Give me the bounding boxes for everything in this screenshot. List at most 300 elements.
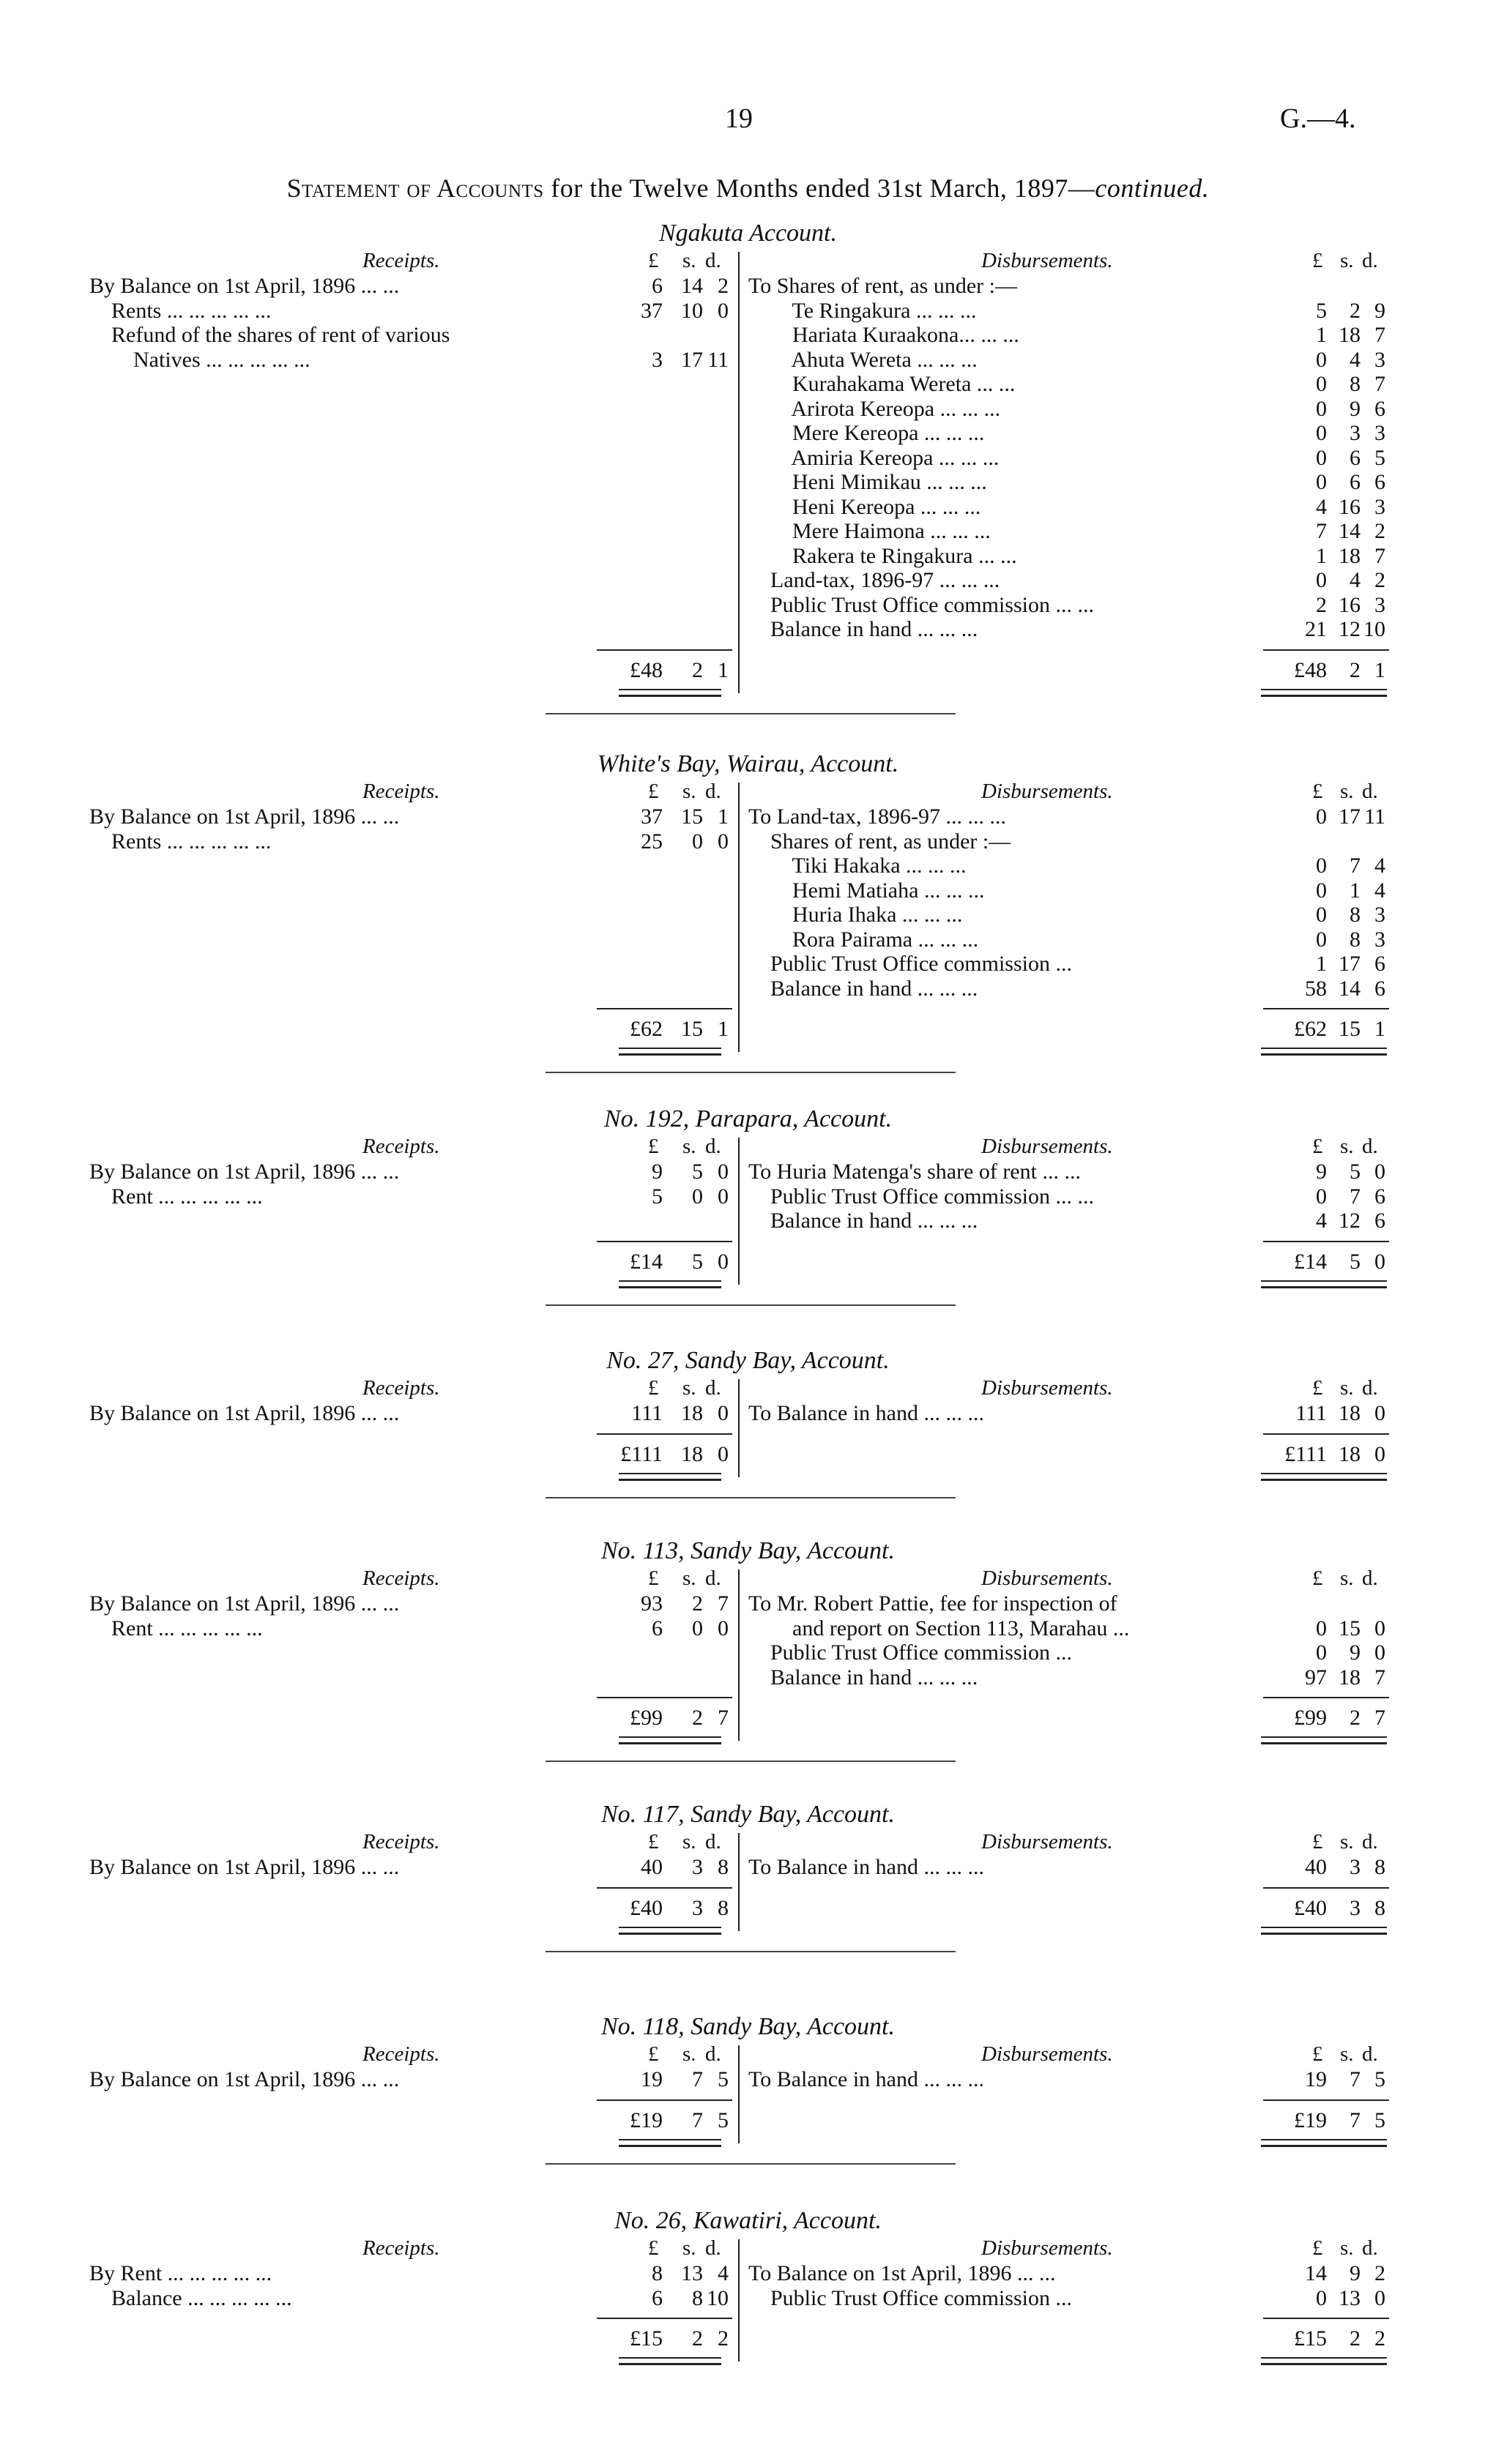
disbursement-amount-pence: 7	[1374, 543, 1385, 568]
disbursement-line: Te Ringakura ... ... ...	[748, 298, 977, 323]
disbursement-amount-pence: 8	[1374, 1855, 1385, 1879]
receipt-amount-shillings: 5	[692, 1160, 703, 1184]
disbursement-line: Public Trust Office commission ... ...	[748, 592, 1094, 617]
receipt-amount-pence: 8	[718, 1855, 729, 1879]
receipt-amount-pounds: 111	[631, 1401, 663, 1425]
receipts-total-double-rule	[619, 1280, 721, 1288]
disbursements-total-pounds: £62	[1294, 1017, 1327, 1041]
disbursement-line: Mere Kereopa ... ... ...	[748, 421, 985, 445]
receipt-amount-pounds: 5	[652, 1184, 663, 1209]
disbursement-amount-shillings: 16	[1339, 592, 1361, 617]
receipts-total-pounds: £99	[630, 1706, 663, 1730]
account-divider	[738, 1379, 740, 1477]
receipts-total-shillings: 2	[692, 2326, 703, 2351]
disbursement-line: Public Trust Office commission ... ...	[748, 1184, 1094, 1209]
account-divider	[738, 2239, 740, 2362]
receipts-total-double-rule	[619, 689, 721, 697]
receipts-total-pounds: £62	[630, 1017, 663, 1041]
disbursement-line: Hemi Matiaha ... ... ...	[748, 878, 985, 903]
disbursement-amount-pounds: 2	[1316, 592, 1327, 617]
receipt-line: By Balance on 1st April, 1896 ... ...	[89, 804, 400, 829]
disbursements-column-d: d.	[1362, 1830, 1378, 1853]
disbursement-amount-shillings: 3	[1350, 1855, 1361, 1879]
disbursement-amount-shillings: 9	[1350, 396, 1361, 421]
receipt-amount-shillings: 10	[681, 298, 703, 323]
receipts-heading: Receipts.	[362, 1567, 440, 1590]
disbursement-amount-pounds: 0	[1316, 903, 1327, 927]
receipts-total-pence: 1	[718, 657, 729, 682]
statement-title-prefix: Statement of Accounts	[286, 173, 544, 203]
receipt-line: By Balance on 1st April, 1896 ... ...	[89, 1160, 400, 1184]
disbursement-amount-pence: 10	[1363, 617, 1385, 641]
receipts-total-double-rule	[619, 1736, 721, 1744]
receipt-amount-pence: 11	[707, 347, 729, 372]
disbursement-line: To Mr. Robert Pattie, fee for inspection of	[748, 1591, 1117, 1616]
receipts-heading: Receipts.	[362, 2236, 440, 2260]
disbursements-total-pounds: £19	[1294, 2108, 1327, 2132]
receipts-column-l: £	[648, 1567, 659, 1590]
statement-title-mid: for the Twelve Months ended 31st March, 1897—	[543, 173, 1095, 203]
disbursements-total-pounds: £111	[1284, 1441, 1327, 1466]
receipts-total-pence: 0	[718, 1441, 729, 1466]
disbursement-amount-pence: 11	[1364, 804, 1385, 829]
disbursement-amount-shillings: 3	[1350, 421, 1361, 445]
disbursement-amount-shillings: 4	[1350, 568, 1361, 592]
disbursement-line: To Balance on 1st April, 1896 ... ...	[748, 2261, 1056, 2285]
receipt-line: By Balance on 1st April, 1896 ... ...	[89, 1401, 400, 1425]
receipts-total-shillings: 18	[681, 1441, 703, 1466]
disbursement-amount-shillings: 14	[1339, 519, 1361, 543]
receipts-column-d: d.	[705, 1135, 721, 1158]
receipt-amount-shillings: 3	[692, 1855, 703, 1879]
receipts-column-d: d.	[705, 1567, 721, 1590]
disbursement-line: Amiria Kereopa ... ... ...	[748, 445, 1000, 470]
receipt-line: By Rent ... ... ... ... ...	[89, 2261, 272, 2285]
disbursements-total-double-rule	[1261, 1280, 1387, 1288]
disbursement-line: Balance in hand ... ... ...	[748, 976, 978, 1001]
disbursements-total-pence: 5	[1374, 2108, 1385, 2132]
receipts-total-pence: 1	[718, 1017, 729, 1041]
receipt-amount-shillings: 18	[681, 1401, 703, 1425]
disbursement-line: Tiki Hakaka ... ... ...	[748, 854, 967, 878]
disbursement-amount-pence: 6	[1374, 952, 1385, 976]
disbursement-amount-pence: 0	[1374, 1616, 1385, 1640]
disbursements-column-s: s.	[1340, 1830, 1354, 1853]
disbursement-line: Huria Ihaka ... ... ...	[748, 903, 963, 927]
receipts-subtotal-rule	[597, 2318, 732, 2319]
account-title: No. 27, Sandy Bay, Account.	[606, 1347, 890, 1374]
receipt-amount-shillings: 2	[692, 1591, 703, 1616]
account-divider	[738, 252, 740, 693]
receipt-line: Rent ... ... ... ... ...	[89, 1184, 263, 1209]
receipts-column-d: d.	[705, 249, 721, 272]
disbursement-amount-pounds: 1	[1316, 952, 1327, 976]
receipt-line: Rents ... ... ... ... ...	[89, 829, 272, 854]
receipts-column-d: d.	[705, 2236, 721, 2260]
disbursements-column-s: s.	[1340, 1567, 1354, 1590]
receipt-amount-shillings: 0	[692, 829, 703, 854]
disbursements-column-s: s.	[1340, 249, 1354, 272]
receipts-column-s: s.	[682, 249, 696, 272]
receipts-column-d: d.	[705, 1830, 721, 1853]
disbursement-amount-pounds: 0	[1316, 568, 1327, 592]
account-divider	[738, 1569, 740, 1741]
receipts-total-shillings: 15	[681, 1017, 703, 1041]
receipt-line: Balance ... ... ... ... ...	[89, 2285, 292, 2310]
account-divider	[738, 783, 740, 1052]
disbursement-line: Kurahakama Wereta ... ...	[748, 372, 1016, 396]
disbursement-line: Arirota Kereopa ... ... ...	[748, 396, 1001, 421]
disbursements-subtotal-rule	[1263, 1887, 1389, 1889]
receipts-column-d: d.	[705, 780, 721, 803]
receipt-amount-shillings: 0	[692, 1184, 703, 1209]
receipts-subtotal-rule	[597, 1008, 732, 1009]
disbursements-heading: Disbursements.	[981, 249, 1113, 272]
disbursement-amount-pounds: 0	[1316, 927, 1327, 952]
receipt-amount-pence: 0	[718, 1616, 729, 1640]
receipts-total-double-rule	[619, 1048, 721, 1056]
receipt-amount-pence: 1	[718, 804, 729, 829]
disbursements-total-pounds: £15	[1294, 2326, 1327, 2351]
disbursement-amount-shillings: 18	[1339, 323, 1361, 347]
disbursement-line: To Land-tax, 1896-97 ... ... ...	[748, 804, 1007, 829]
disbursements-total-pence: 0	[1374, 1441, 1385, 1466]
disbursement-amount-pounds: 58	[1305, 976, 1327, 1001]
account-title: No. 113, Sandy Bay, Account.	[600, 1537, 895, 1564]
disbursements-column-d: d.	[1362, 1135, 1378, 1158]
account-title: White's Bay, Wairau, Account.	[597, 750, 899, 777]
disbursements-total-pence: 7	[1374, 1706, 1385, 1730]
disbursement-amount-pounds: 14	[1305, 2261, 1327, 2285]
disbursement-line: Mere Haimona ... ... ...	[748, 519, 991, 543]
disbursements-total-double-rule	[1261, 689, 1387, 697]
disbursement-line: Shares of rent, as under :—	[748, 829, 1011, 854]
receipts-heading: Receipts.	[362, 1376, 440, 1400]
disbursement-line: Public Trust Office commission ...	[748, 952, 1072, 976]
disbursements-column-d: d.	[1362, 2236, 1378, 2260]
receipts-total-pence: 5	[718, 2108, 729, 2132]
disbursements-total-double-rule	[1261, 2357, 1387, 2365]
disbursement-amount-pounds: 0	[1316, 1184, 1327, 1209]
disbursements-column-d: d.	[1362, 780, 1378, 803]
disbursement-amount-shillings: 6	[1350, 470, 1361, 494]
disbursement-amount-pence: 6	[1374, 1209, 1385, 1233]
receipts-column-d: d.	[705, 1376, 721, 1400]
disbursements-total-double-rule	[1261, 2139, 1387, 2147]
disbursement-amount-pounds: 4	[1316, 1209, 1327, 1233]
receipts-column-s: s.	[682, 1830, 696, 1853]
disbursement-amount-shillings: 15	[1339, 1616, 1361, 1640]
disbursements-total-shillings: 7	[1350, 2108, 1361, 2132]
disbursement-amount-shillings: 5	[1350, 1160, 1361, 1184]
disbursement-amount-pence: 0	[1374, 1401, 1385, 1425]
receipt-amount-pence: 5	[718, 2067, 729, 2091]
page-number: 19	[725, 103, 753, 134]
receipt-amount-pence: 0	[718, 298, 729, 323]
disbursement-amount-shillings: 2	[1350, 298, 1361, 323]
receipts-subtotal-rule	[597, 1241, 732, 1242]
account-separator	[546, 2163, 956, 2165]
disbursement-amount-pence: 3	[1374, 927, 1385, 952]
disbursements-column-d: d.	[1362, 1376, 1378, 1400]
receipts-total-pounds: £14	[630, 1249, 663, 1274]
disbursement-amount-shillings: 7	[1350, 854, 1361, 878]
disbursement-amount-pence: 3	[1374, 592, 1385, 617]
receipt-line: Rent ... ... ... ... ...	[89, 1616, 263, 1640]
receipt-line: Refund of the shares of rent of various	[89, 323, 450, 347]
receipts-column-s: s.	[682, 1567, 696, 1590]
receipts-total-shillings: 5	[692, 1249, 703, 1274]
disbursements-column-d: d.	[1362, 2042, 1378, 2066]
receipts-column-l: £	[648, 1830, 659, 1853]
disbursement-amount-pounds: 111	[1295, 1401, 1327, 1425]
disbursement-line: Rakera te Ringakura ... ...	[748, 543, 1017, 568]
receipt-line: By Balance on 1st April, 1896 ... ...	[89, 1591, 400, 1616]
disbursement-line: Ahuta Wereta ... ... ...	[748, 347, 978, 372]
receipt-amount-pounds: 37	[641, 804, 663, 829]
disbursement-amount-shillings: 7	[1350, 2067, 1361, 2091]
disbursements-column-d: d.	[1362, 249, 1378, 272]
disbursements-total-shillings: 18	[1339, 1441, 1361, 1466]
disbursement-amount-pence: 5	[1374, 445, 1385, 470]
receipts-total-pence: 2	[718, 2326, 729, 2351]
receipts-total-shillings: 3	[692, 1895, 703, 1920]
account-divider	[738, 1833, 740, 1931]
disbursement-line: To Huria Matenga's share of rent ... ...	[748, 1160, 1081, 1184]
receipts-total-double-rule	[619, 1927, 721, 1935]
disbursement-amount-shillings: 8	[1350, 903, 1361, 927]
disbursements-column-l: £	[1312, 1567, 1323, 1590]
receipts-column-l: £	[648, 1376, 659, 1400]
disbursement-amount-shillings: 4	[1350, 347, 1361, 372]
disbursement-line: To Balance in hand ... ... ...	[748, 1855, 984, 1879]
disbursements-subtotal-rule	[1263, 1008, 1389, 1009]
receipts-column-l: £	[648, 2236, 659, 2260]
disbursement-line: Rora Pairama ... ... ...	[748, 927, 979, 952]
receipt-amount-shillings: 0	[692, 1616, 703, 1640]
disbursement-amount-pence: 7	[1374, 372, 1385, 396]
disbursement-amount-pounds: 0	[1316, 2285, 1327, 2310]
receipts-subtotal-rule	[597, 2099, 732, 2101]
receipt-amount-pounds: 8	[652, 2261, 663, 2285]
receipt-amount-shillings: 15	[681, 804, 703, 829]
account-title: No. 192, Parapara, Account.	[603, 1105, 893, 1132]
receipts-total-pence: 0	[718, 1249, 729, 1274]
receipt-amount-pounds: 93	[641, 1591, 663, 1616]
disbursement-line: To Shares of rent, as under :—	[748, 274, 1017, 298]
disbursement-amount-shillings: 6	[1350, 445, 1361, 470]
receipts-total-pence: 7	[718, 1706, 729, 1730]
disbursements-subtotal-rule	[1263, 2099, 1389, 2101]
disbursement-amount-pounds: 0	[1316, 421, 1327, 445]
disbursement-amount-pounds: 0	[1316, 347, 1327, 372]
receipts-heading: Receipts.	[362, 249, 440, 272]
disbursement-line: Heni Kereopa ... ... ...	[748, 494, 981, 519]
receipts-column-s: s.	[682, 2042, 696, 2066]
disbursement-line: Balance in hand ... ... ...	[748, 1665, 978, 1690]
receipt-amount-pounds: 40	[641, 1855, 663, 1879]
disbursements-total-pence: 1	[1374, 657, 1385, 682]
disbursements-heading: Disbursements.	[981, 1567, 1113, 1590]
disbursement-line: Land-tax, 1896-97 ... ... ...	[748, 568, 1000, 592]
receipt-amount-shillings: 14	[681, 274, 703, 298]
receipts-heading: Receipts.	[362, 780, 440, 803]
disbursements-column-l: £	[1312, 2042, 1323, 2066]
disbursements-total-shillings: 2	[1350, 1706, 1361, 1730]
disbursement-line: Heni Mimikau ... ... ...	[748, 470, 987, 494]
disbursement-amount-pence: 3	[1374, 347, 1385, 372]
disbursement-amount-pence: 0	[1374, 1160, 1385, 1184]
receipts-column-l: £	[648, 1135, 659, 1158]
receipt-amount-shillings: 8	[692, 2285, 703, 2310]
disbursement-amount-pence: 3	[1374, 494, 1385, 519]
disbursement-line: To Balance in hand ... ... ...	[748, 1401, 984, 1425]
disbursement-line: Balance in hand ... ... ...	[748, 1209, 978, 1233]
disbursement-amount-pence: 0	[1374, 1640, 1385, 1665]
disbursements-total-shillings: 2	[1350, 657, 1361, 682]
disbursement-amount-shillings: 1	[1350, 878, 1361, 903]
receipts-column-s: s.	[682, 780, 696, 803]
disbursement-amount-pence: 6	[1374, 396, 1385, 421]
receipt-amount-shillings: 7	[692, 2067, 703, 2091]
disbursement-amount-shillings: 7	[1350, 1184, 1361, 1209]
disbursements-column-l: £	[1312, 1830, 1323, 1853]
disbursements-heading: Disbursements.	[981, 1830, 1113, 1853]
receipt-amount-pounds: 3	[652, 347, 663, 372]
disbursement-amount-pence: 0	[1374, 2285, 1385, 2310]
receipts-total-double-rule	[619, 2357, 721, 2365]
disbursements-column-l: £	[1312, 2236, 1323, 2260]
account-separator	[546, 713, 956, 714]
disbursements-column-s: s.	[1340, 2042, 1354, 2066]
disbursement-amount-shillings: 14	[1339, 976, 1361, 1001]
disbursement-amount-pence: 2	[1374, 568, 1385, 592]
disbursement-amount-pounds: 5	[1316, 298, 1327, 323]
disbursement-amount-shillings: 12	[1339, 617, 1361, 641]
disbursement-amount-pence: 2	[1374, 519, 1385, 543]
disbursement-amount-pounds: 19	[1305, 2067, 1327, 2091]
disbursement-amount-pounds: 0	[1316, 878, 1327, 903]
disbursement-amount-pounds: 21	[1305, 617, 1327, 641]
disbursements-column-s: s.	[1340, 1135, 1354, 1158]
disbursements-heading: Disbursements.	[981, 2236, 1113, 2260]
statement-title-suffix: continued.	[1095, 173, 1210, 203]
disbursements-total-shillings: 2	[1350, 2326, 1361, 2351]
receipts-heading: Receipts.	[362, 1135, 440, 1158]
disbursements-heading: Disbursements.	[981, 2042, 1113, 2066]
disbursement-amount-pounds: 0	[1316, 372, 1327, 396]
receipt-amount-pounds: 37	[641, 298, 663, 323]
disbursement-line: Balance in hand ... ... ...	[748, 617, 978, 641]
receipt-line: Natives ... ... ... ... ...	[89, 347, 310, 372]
disbursement-line: Public Trust Office commission ...	[748, 1640, 1072, 1665]
receipt-amount-shillings: 17	[681, 347, 703, 372]
disbursements-total-double-rule	[1261, 1473, 1387, 1481]
receipt-amount-pounds: 9	[652, 1160, 663, 1184]
disbursements-total-double-rule	[1261, 1927, 1387, 1935]
disbursement-amount-pounds: 97	[1305, 1665, 1327, 1690]
disbursements-total-pounds: £48	[1294, 657, 1327, 682]
disbursement-amount-shillings: 18	[1339, 543, 1361, 568]
account-separator	[546, 1304, 956, 1306]
receipts-column-s: s.	[682, 1376, 696, 1400]
disbursements-total-pounds: £99	[1294, 1706, 1327, 1730]
disbursements-column-d: d.	[1362, 1567, 1378, 1590]
account-separator	[546, 1761, 956, 1762]
disbursement-amount-pence: 2	[1374, 2261, 1385, 2285]
disbursement-amount-pounds: 40	[1305, 1855, 1327, 1879]
disbursement-amount-pounds: 0	[1316, 470, 1327, 494]
disbursement-amount-pence: 6	[1374, 1184, 1385, 1209]
disbursements-subtotal-rule	[1263, 2318, 1389, 2319]
receipts-total-pounds: £48	[630, 657, 663, 682]
disbursement-amount-pence: 4	[1374, 878, 1385, 903]
receipt-amount-pence: 0	[718, 829, 729, 854]
disbursement-amount-pounds: 0	[1316, 445, 1327, 470]
disbursements-column-l: £	[1312, 249, 1323, 272]
disbursements-total-double-rule	[1261, 1736, 1387, 1744]
receipts-total-pounds: £111	[620, 1441, 663, 1466]
disbursement-amount-pounds: 0	[1316, 804, 1327, 829]
receipts-subtotal-rule	[597, 1697, 732, 1698]
disbursement-amount-pounds: 1	[1316, 543, 1327, 568]
receipt-amount-pence: 0	[718, 1184, 729, 1209]
disbursements-total-pence: 1	[1374, 1017, 1385, 1041]
receipt-amount-pence: 10	[707, 2285, 729, 2310]
receipt-amount-pence: 0	[718, 1401, 729, 1425]
disbursement-amount-pence: 3	[1374, 903, 1385, 927]
document-reference: G.—4.	[1280, 103, 1356, 134]
receipt-amount-pounds: 6	[652, 1616, 663, 1640]
disbursement-amount-pence: 7	[1374, 323, 1385, 347]
receipts-column-l: £	[648, 2042, 659, 2066]
disbursements-subtotal-rule	[1263, 1697, 1389, 1698]
account-title: No. 26, Kawatiri, Account.	[614, 2207, 882, 2234]
receipt-amount-shillings: 13	[681, 2261, 703, 2285]
receipt-line: Rents ... ... ... ... ...	[89, 298, 272, 323]
disbursements-column-l: £	[1312, 1376, 1323, 1400]
disbursements-subtotal-rule	[1263, 649, 1389, 651]
disbursement-amount-shillings: 9	[1350, 1640, 1361, 1665]
disbursement-amount-pounds: 0	[1316, 396, 1327, 421]
receipt-amount-pence: 0	[718, 1160, 729, 1184]
receipts-column-s: s.	[682, 2236, 696, 2260]
receipts-heading: Receipts.	[362, 1830, 440, 1853]
disbursement-amount-shillings: 17	[1339, 952, 1361, 976]
disbursement-amount-pounds: 0	[1316, 1616, 1327, 1640]
receipts-total-pounds: £15	[630, 2326, 663, 2351]
disbursements-heading: Disbursements.	[981, 1376, 1113, 1400]
account-divider	[738, 1138, 740, 1285]
receipts-total-double-rule	[619, 2139, 721, 2147]
receipts-total-shillings: 2	[692, 657, 703, 682]
disbursements-subtotal-rule	[1263, 1433, 1389, 1435]
receipts-total-pence: 8	[718, 1895, 729, 1920]
disbursement-amount-pence: 3	[1374, 421, 1385, 445]
disbursements-column-l: £	[1312, 1135, 1323, 1158]
receipts-subtotal-rule	[597, 649, 732, 651]
disbursement-line: Hariata Kuraakona... ... ...	[748, 323, 1019, 347]
disbursements-total-shillings: 15	[1339, 1017, 1361, 1041]
disbursements-total-double-rule	[1261, 1048, 1387, 1056]
receipt-amount-pence: 4	[718, 2261, 729, 2285]
disbursements-heading: Disbursements.	[981, 1135, 1113, 1158]
disbursements-total-pence: 8	[1374, 1895, 1385, 1920]
receipt-line: By Balance on 1st April, 1896 ... ...	[89, 2067, 400, 2091]
disbursements-subtotal-rule	[1263, 1241, 1389, 1242]
disbursement-amount-shillings: 17	[1339, 804, 1361, 829]
disbursement-line: Public Trust Office commission ...	[748, 2285, 1072, 2310]
